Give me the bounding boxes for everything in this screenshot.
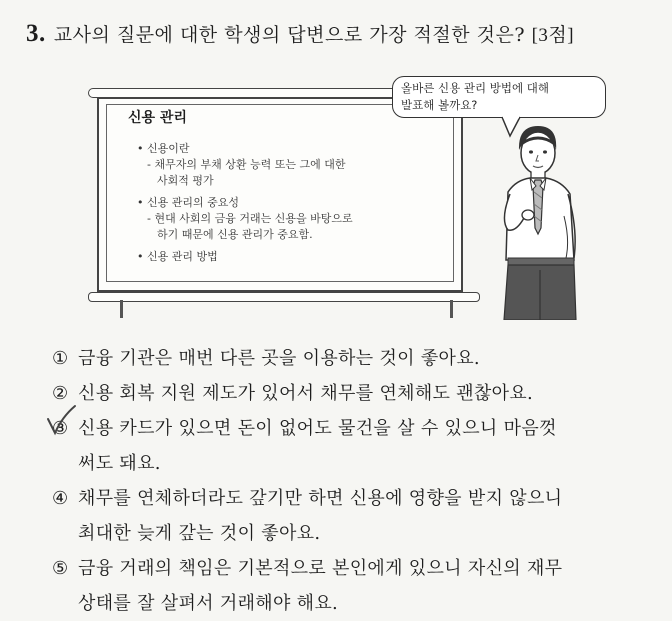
speech-bubble <box>392 76 606 118</box>
answer-options <box>52 341 652 621</box>
slide-title: 신용 관리 <box>128 110 187 126</box>
option-text: 금융 기관은 매번 다른 곳을 이용하는 것이 좋아요. <box>78 348 480 369</box>
answer-option-1[interactable] <box>52 341 652 376</box>
answer-option-5[interactable] <box>52 551 652 621</box>
option-number: ① <box>52 348 69 369</box>
question-header <box>26 20 574 48</box>
screen-leg <box>120 300 123 318</box>
speech-line: 발표해 볼까요? <box>401 98 478 112</box>
option-text: 신용 카드가 있으면 돈이 없어도 물건을 살 수 있으니 마음껏 써도 돼요. <box>78 418 557 474</box>
teacher-figure-icon <box>486 120 586 320</box>
slide-subline: - 현대 사회의 금융 거래는 신용을 바탕으로 <box>147 212 353 225</box>
pencil-checkmark-icon <box>44 403 78 437</box>
screen-bottom-rail <box>88 292 480 302</box>
option-text: 금융 거래의 책임은 기본적으로 본인에게 있으니 자신의 재무 상태를 잘 살펴서 거래해야 해요. <box>78 558 563 614</box>
slide-bullet-credit-definition: • 신용이란 <box>137 141 353 157</box>
answer-option-4[interactable] <box>52 481 652 551</box>
screen-leg <box>450 300 453 318</box>
slide-body <box>137 141 353 265</box>
slide-bullet-methods: • 신용 관리 방법 <box>137 249 353 265</box>
slide-bullet-importance: • 신용 관리의 중요성 <box>137 195 353 211</box>
slide-subline: 하기 때문에 신용 관리가 중요함. <box>157 228 313 241</box>
question-number: 3. <box>26 20 46 47</box>
slide-subline: 사회적 평가 <box>157 174 214 187</box>
option-number: ④ <box>52 488 69 509</box>
option-number: ⑤ <box>52 558 69 579</box>
projection-screen <box>97 97 463 292</box>
slide-subline: - 채무자의 부채 상환 능력 또는 그에 대한 <box>147 158 346 171</box>
question-text: 교사의 질문에 대한 학생의 답변으로 가장 적절한 것은? <box>53 24 526 46</box>
option-number: ③ <box>52 418 69 439</box>
speech-line: 올바른 신용 관리 방법에 대해 <box>401 81 549 95</box>
option-text: 신용 회복 지원 제도가 있어서 채무를 연체해도 괜찮아요. <box>78 383 533 404</box>
answer-option-2[interactable] <box>52 376 652 411</box>
answer-option-3[interactable] <box>52 411 652 481</box>
question-points: [3점] <box>531 25 575 46</box>
option-text: 채무를 연체하더라도 갚기만 하면 신용에 영향을 받지 않으니 최대한 늦게 갚는 것이 좋아요. <box>78 488 563 544</box>
option-number: ② <box>52 383 69 404</box>
